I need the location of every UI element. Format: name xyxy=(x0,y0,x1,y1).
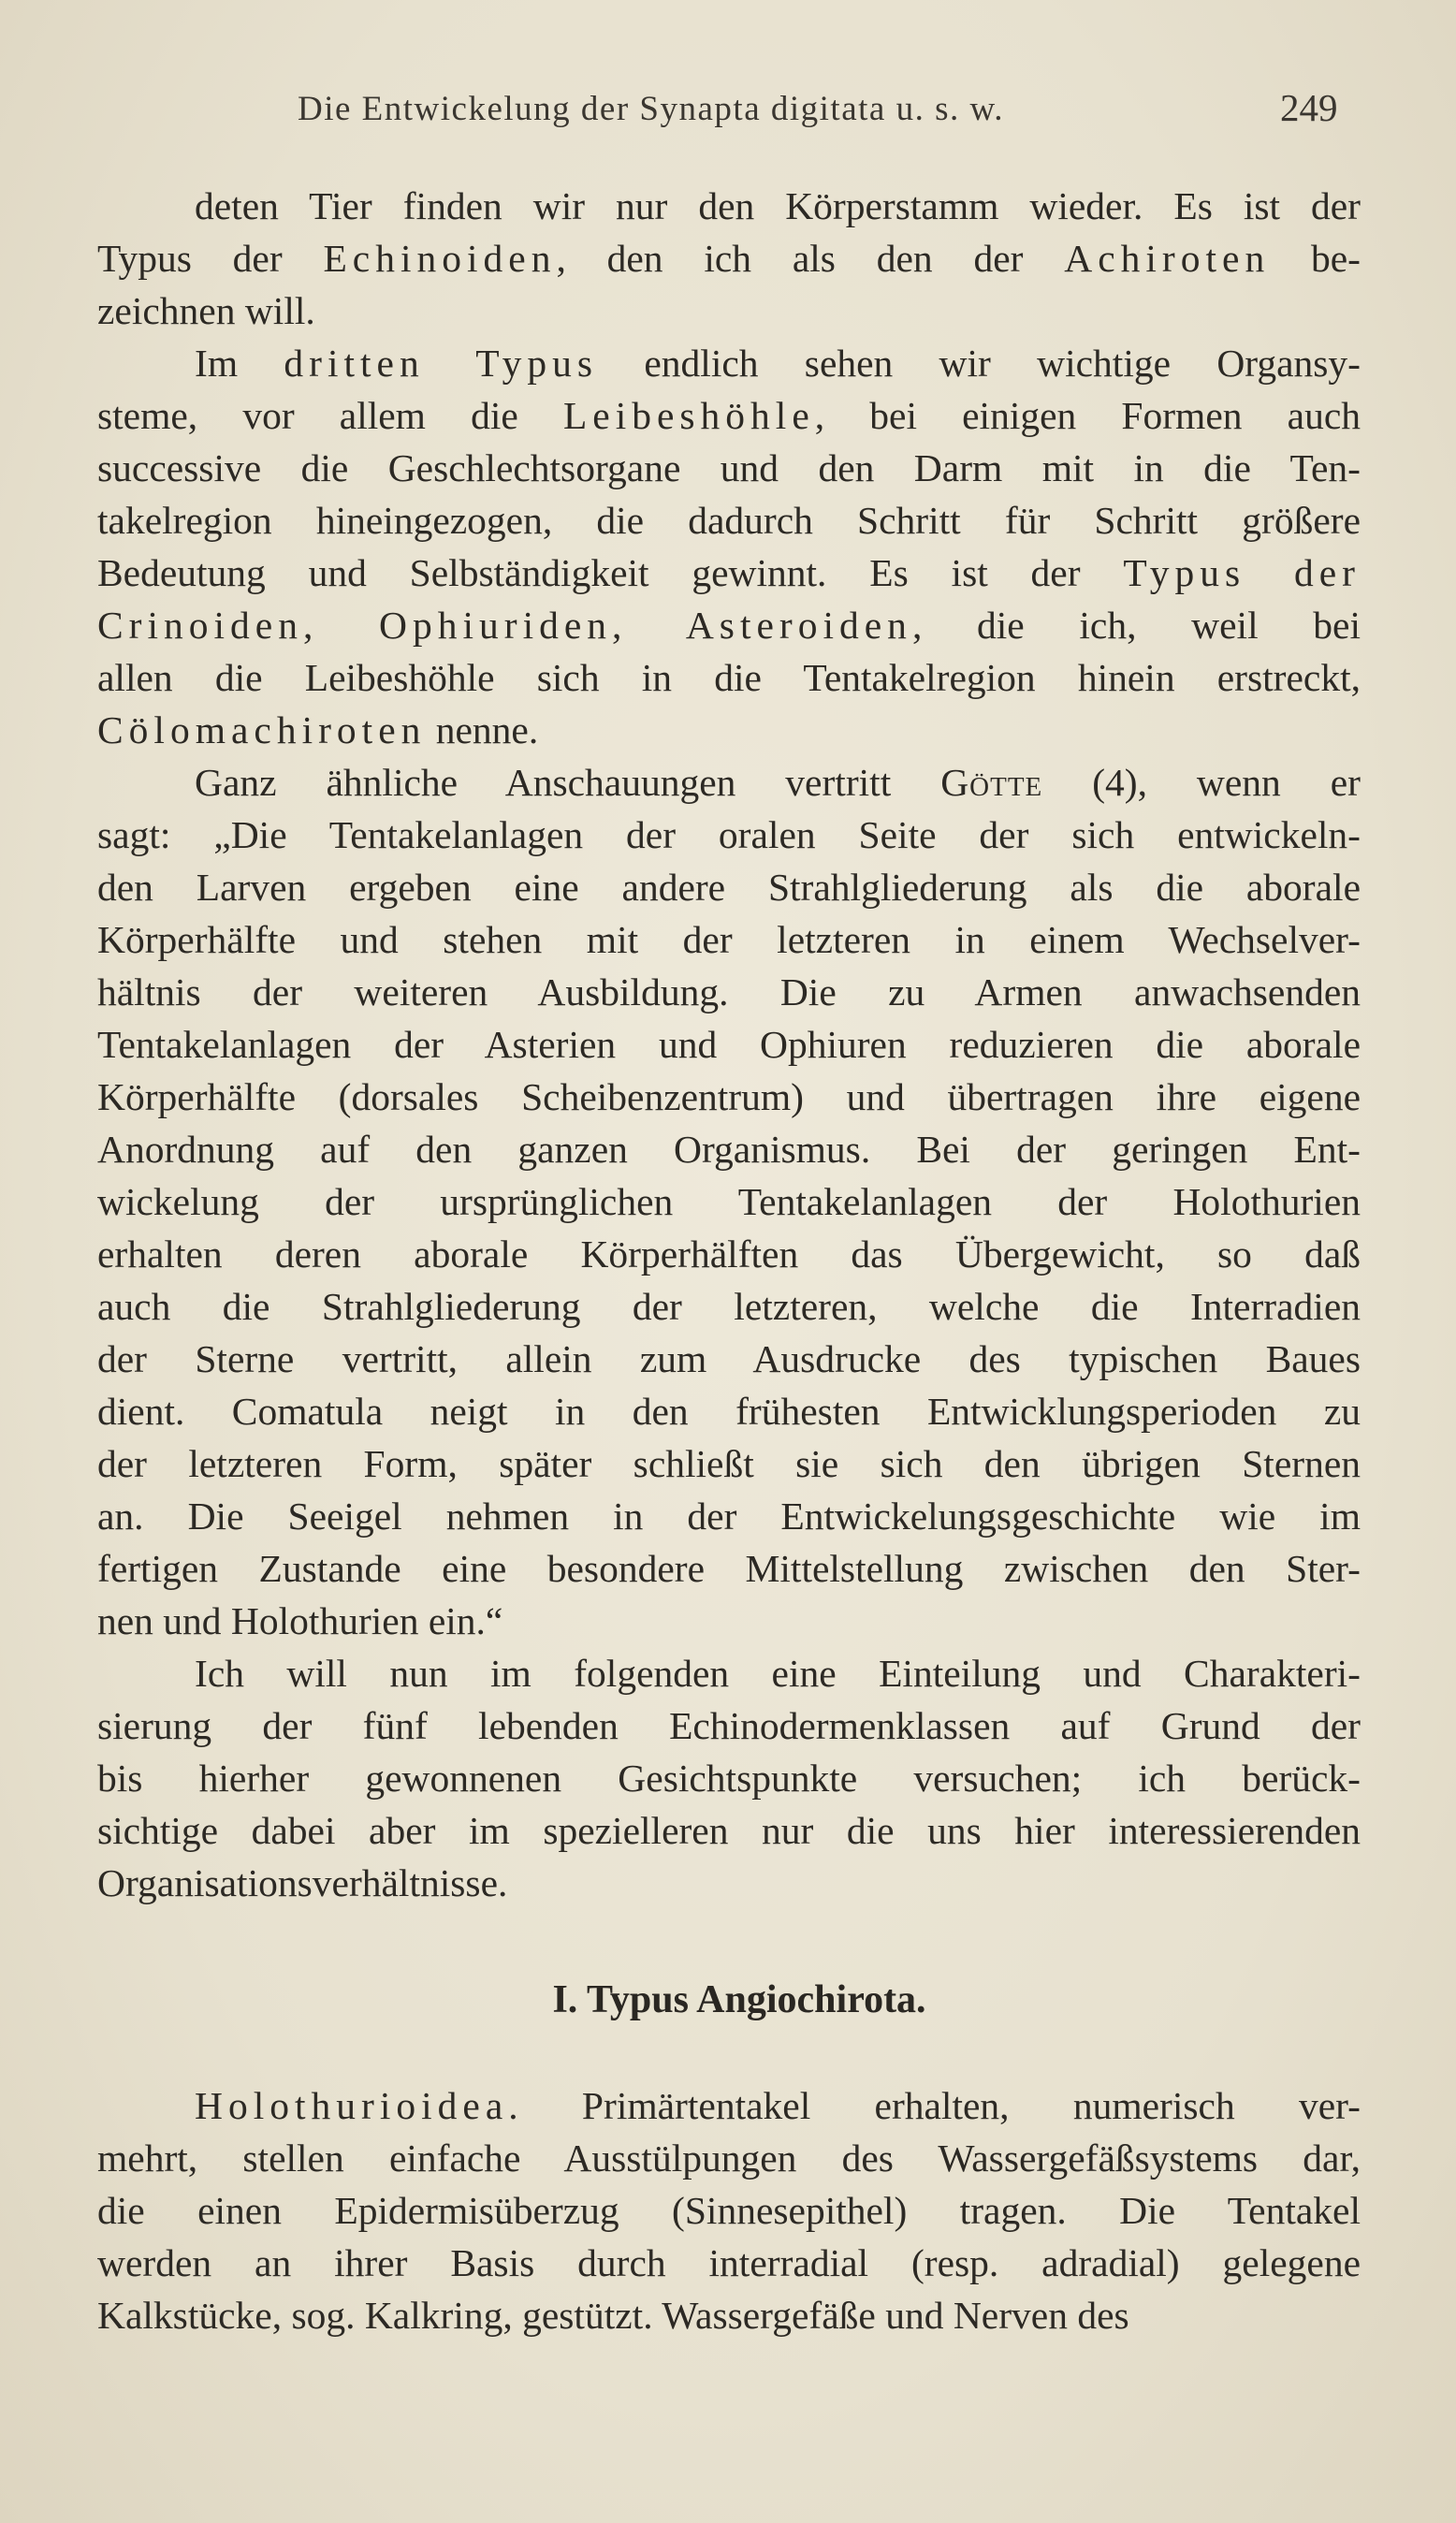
text-line xyxy=(97,599,1361,651)
text-line xyxy=(97,1542,1361,1595)
page-number: 249 xyxy=(1280,86,1338,129)
body-text-before-heading xyxy=(97,180,1361,1909)
spaced-term: Echinoiden xyxy=(323,237,557,280)
text-run: Ganz ähnliche Anschauungen vertritt xyxy=(195,761,941,804)
paragraph xyxy=(97,756,1361,1647)
section-heading: I. Typus Angiochirota. xyxy=(552,1978,926,2021)
text-line xyxy=(97,913,1361,966)
text-run: Kalkstücke, sog. Kalkring, gestützt. Wassergefäße und Nerven des xyxy=(97,2294,1129,2337)
text-run: dient. Comatula neigt in den frühesten Entwicklungsperioden zu xyxy=(97,1390,1361,1433)
spaced-term: dritten Typus xyxy=(284,342,599,385)
text-line xyxy=(97,704,1361,756)
text-line xyxy=(97,547,1361,599)
spaced-term: Crinoiden, Ophiuriden, Asteroiden xyxy=(97,604,912,647)
text-run: . Primärtentakel erhalten, numerisch ver- xyxy=(508,2084,1361,2127)
text-run: , bei einigen Formen auch xyxy=(814,394,1361,437)
text-run: Bedeutung und Selbständigkeit gewinnt. Es ist der xyxy=(97,551,1124,594)
text-line xyxy=(97,1175,1361,1228)
text-line xyxy=(97,756,1361,809)
running-head xyxy=(0,86,1456,145)
text-line xyxy=(97,284,1361,337)
author-name: Götte xyxy=(940,761,1043,804)
text-run: an. Die Seeigel nehmen in der Entwickelungsgeschichte wie im xyxy=(97,1495,1361,1538)
text-line xyxy=(97,1385,1361,1437)
text-run: nen und Holothurien ein.“ xyxy=(97,1599,503,1642)
text-run: wickelung der ursprünglichen Tentakelanlagen der Holothurien xyxy=(97,1180,1361,1223)
text-run: , den ich als den der xyxy=(556,237,1065,280)
text-run: auch die Strahlgliederung der letzteren, welche die Interradien xyxy=(97,1285,1361,1328)
text-run: endlich sehen wir wichtige Organsy- xyxy=(598,342,1361,385)
text-line xyxy=(97,494,1361,547)
text-line xyxy=(97,180,1361,232)
text-run: Typus der xyxy=(97,237,324,280)
text-run: (4), wenn er xyxy=(1042,761,1361,804)
text-run: werden an ihrer Basis durch interradial (resp. adradial) gelegene xyxy=(97,2241,1361,2284)
text-run: sierung der fünf lebenden Echinodermenklassen auf Grund der xyxy=(97,1704,1361,1747)
paragraph xyxy=(97,1647,1361,1909)
text-line xyxy=(97,966,1361,1018)
text-line xyxy=(97,232,1361,284)
text-line xyxy=(97,1437,1361,1490)
text-run: successive die Geschlechtsorgane und den Darm mit in die Ten- xyxy=(97,446,1361,489)
paragraph xyxy=(97,2079,1361,2341)
text-line xyxy=(97,2237,1361,2289)
text-line xyxy=(97,1699,1361,1752)
spaced-term: Typus der xyxy=(1123,551,1361,594)
text-run: Anordnung auf den ganzen Organismus. Bei der geringen Ent- xyxy=(97,1128,1361,1171)
text-line xyxy=(97,809,1361,861)
text-line xyxy=(97,2289,1361,2341)
text-line xyxy=(97,389,1361,442)
text-line xyxy=(97,1857,1361,1909)
body-text-after-heading xyxy=(97,2079,1361,2341)
text-run: Organisationsverhältnisse. xyxy=(97,1861,508,1904)
text-line xyxy=(97,2184,1361,2237)
text-line xyxy=(97,337,1361,389)
spaced-term: Achiroten xyxy=(1064,237,1271,280)
spaced-term: Cölomachiroten xyxy=(97,708,427,751)
text-run: zeichnen will. xyxy=(97,289,315,332)
text-run: der letzteren Form, später schließt sie sich den übrigen Sternen xyxy=(97,1442,1361,1485)
text-line xyxy=(97,1333,1361,1385)
text-run: , die ich, weil bei xyxy=(911,604,1361,647)
text-run: erhalten deren aborale Körperhälften das Übergewicht, so daß xyxy=(97,1232,1361,1276)
text-line xyxy=(97,651,1361,704)
text-run: die einen Epidermisüberzug (Sinnesepithel) tragen. Die Tentakel xyxy=(97,2189,1361,2232)
text-line xyxy=(97,2079,1361,2132)
text-run: fertigen Zustande eine besondere Mittelstellung zwischen den Ster- xyxy=(97,1547,1361,1590)
text-line xyxy=(97,1752,1361,1804)
text-line xyxy=(97,1280,1361,1333)
text-line xyxy=(97,1123,1361,1175)
text-run: deten Tier finden wir nur den Körperstamm wieder. Es ist der xyxy=(195,184,1361,227)
text-run: sichtige dabei aber im spezielleren nur die uns hier interessierenden xyxy=(97,1809,1361,1852)
text-run: Ich will nun im folgenden eine Einteilung und Charakteri- xyxy=(195,1652,1361,1695)
paragraph xyxy=(97,337,1361,756)
text-run: be- xyxy=(1270,237,1361,280)
text-line xyxy=(97,1228,1361,1280)
text-line xyxy=(97,1804,1361,1857)
text-run: mehrt, stellen einfache Ausstülpungen des Wassergefäßsystems dar, xyxy=(97,2137,1361,2180)
text-run: Tentakelanlagen der Asterien und Ophiuren reduzieren die aborale xyxy=(97,1023,1361,1066)
text-line xyxy=(97,442,1361,494)
paragraph xyxy=(97,180,1361,337)
text-line xyxy=(97,1071,1361,1123)
text-line xyxy=(97,1018,1361,1071)
spaced-term: Holothurioidea xyxy=(195,2084,509,2127)
text-line xyxy=(97,1490,1361,1542)
text-run: Körperhälfte und stehen mit der letzteren in einem Wechselver- xyxy=(97,918,1361,961)
text-run: der Sterne vertritt, allein zum Ausdrucke des typischen Baues xyxy=(97,1337,1361,1380)
text-line xyxy=(97,2132,1361,2184)
text-run: allen die Leibeshöhle sich in die Tentakelregion hinein erstreckt, xyxy=(97,656,1361,699)
text-run: den Larven ergeben eine andere Strahlgliederung als die aborale xyxy=(97,866,1361,909)
text-run: takelregion hineingezogen, die dadurch Schritt für Schritt größere xyxy=(97,499,1361,542)
text-run: Körperhälfte (dorsales Scheibenzentrum) und übertragen ihre eigene xyxy=(97,1075,1361,1118)
text-line xyxy=(97,1647,1361,1699)
text-line xyxy=(97,861,1361,913)
running-title: Die Entwickelung der Synapta digitata u. s. w. xyxy=(298,90,1005,128)
text-run: hältnis der weiteren Ausbildung. Die zu Armen anwachsenden xyxy=(97,970,1361,1014)
text-run: steme, vor allem die xyxy=(97,394,563,437)
text-run: sagt: „Die Tentakelanlagen der oralen Seite der sich entwickeln- xyxy=(97,813,1361,856)
spaced-term: Leibeshöhle xyxy=(562,394,815,437)
text-line xyxy=(97,1595,1361,1647)
text-run: bis hierher gewonnenen Gesichtspunkte versuchen; ich berück- xyxy=(97,1757,1361,1800)
text-run: nenne. xyxy=(426,708,539,751)
text-run: Im xyxy=(195,342,284,385)
